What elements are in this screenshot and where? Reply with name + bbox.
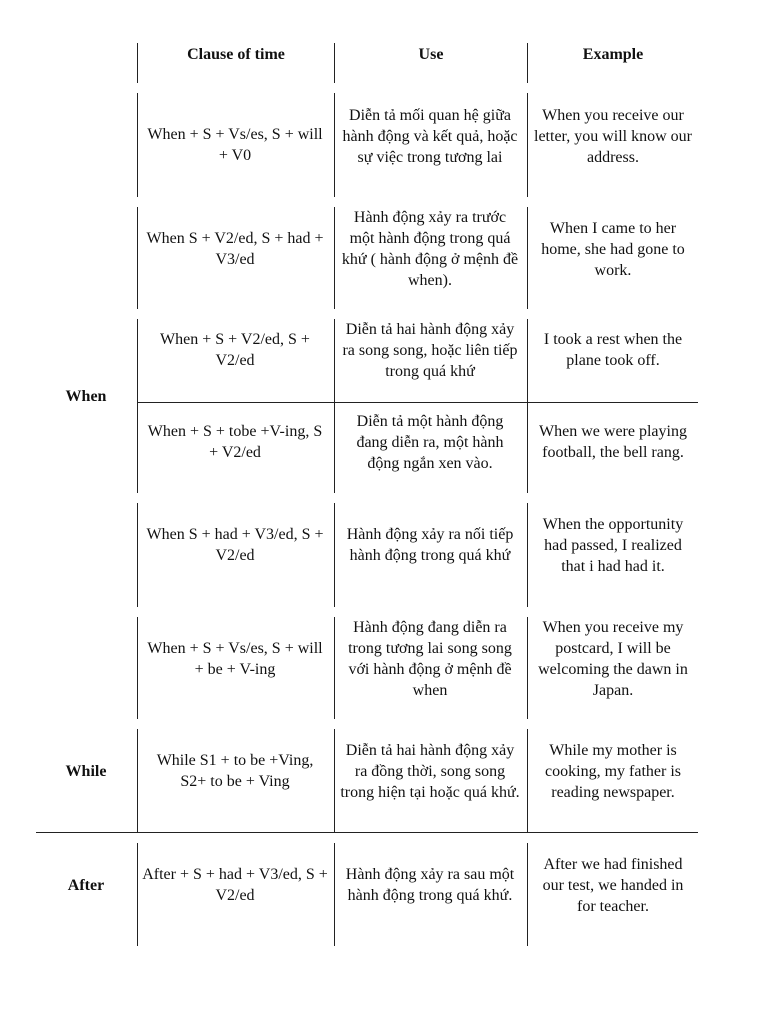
grid-line (137, 403, 138, 493)
grid-line (527, 93, 528, 197)
use-cell: Diễn tả hai hành động xảy ra đồng thời, song song trong hiện tại hoặc quá khứ. (340, 741, 520, 801)
group-divider (36, 832, 698, 833)
use-cell: Hành động xảy ra nối tiếp hành động trong quá khứ (346, 526, 514, 564)
grid-line (334, 729, 335, 833)
use-cell: Diễn tả hai hành động xảy ra song song, hoặc liên tiếp trong quá khứ (342, 320, 518, 380)
grid-line (137, 207, 138, 309)
group-label-after: After (67, 876, 105, 894)
header-clause-of-time: Clause of time (187, 45, 285, 63)
clause-cell: When + S + Vs/es, S + will + be + V-ing (147, 640, 323, 678)
grid-line (137, 93, 138, 197)
clause-cell: When + S + tobe +V-ing, S + V2/ed (147, 423, 323, 461)
grid-line (334, 93, 335, 197)
use-cell: Diễn tả mối quan hệ giữa hành động và kết quả, hoặc sự việc trong tương lai (342, 106, 518, 166)
clause-cell: When + S + Vs/es, S + will + V0 (147, 126, 323, 164)
group-label-while: While (65, 762, 107, 780)
clause-cell: When S + V2/ed, S + had + V3/ed (146, 230, 324, 268)
grid-line (527, 729, 528, 833)
grid-line (527, 207, 528, 309)
example-cell: When you receive my postcard, I will be welcoming the dawn in Japan. (538, 619, 688, 699)
grid-line (527, 403, 528, 493)
row-divider (137, 402, 698, 403)
grid-line (334, 207, 335, 309)
grid-line (334, 503, 335, 607)
grid-line (137, 617, 138, 719)
grid-line (334, 617, 335, 719)
use-cell: Hành động xảy ra trước một hành động trong quá khứ ( hành động ở mệnh đề when). (341, 209, 519, 289)
example-cell: When I came to her home, she had gone to work. (541, 219, 685, 279)
clause-cell: When S + had + V3/ed, S + V2/ed (146, 526, 324, 564)
clause-cell: After + S + had + V3/ed, S + V2/ed (142, 866, 328, 904)
clause-cell: When + S + V2/ed, S + V2/ed (160, 331, 310, 369)
example-cell: When the opportunity had passed, I realized that i had had it. (542, 515, 684, 575)
grid-line (334, 843, 335, 946)
example-cell: When you receive our letter, you will know our address. (534, 106, 692, 166)
grid-line (137, 729, 138, 833)
grid-line (527, 319, 528, 403)
grid-line (527, 617, 528, 719)
grid-line (137, 319, 138, 403)
grid-line (334, 319, 335, 403)
example-cell: When we were playing football, the bell rang. (539, 423, 687, 461)
grid-line (334, 403, 335, 493)
use-cell: Hành động xảy ra sau một hành động trong quá khứ. (345, 866, 515, 904)
example-cell: I took a rest when the plane took off. (543, 331, 683, 369)
grid-line (137, 503, 138, 607)
group-label-when: When (65, 387, 107, 405)
clause-cell: While S1 + to be +Ving, S2+ to be + Ving (156, 752, 314, 790)
example-cell: While my mother is cooking, my father is reading newspaper. (545, 741, 681, 801)
header-example: Example (582, 45, 644, 63)
example-cell: After we had finished our test, we handed in for teacher. (542, 855, 684, 915)
use-cell: Hành động đang diễn ra trong tương lai song song với hành động ở mệnh đề when (348, 619, 512, 699)
header-use: Use (418, 45, 444, 63)
grid-line (527, 843, 528, 946)
grid-line (527, 503, 528, 607)
use-cell: Diễn tả một hành động đang diễn ra, một hành động ngắn xen vào. (356, 412, 504, 472)
grid-line (137, 843, 138, 946)
